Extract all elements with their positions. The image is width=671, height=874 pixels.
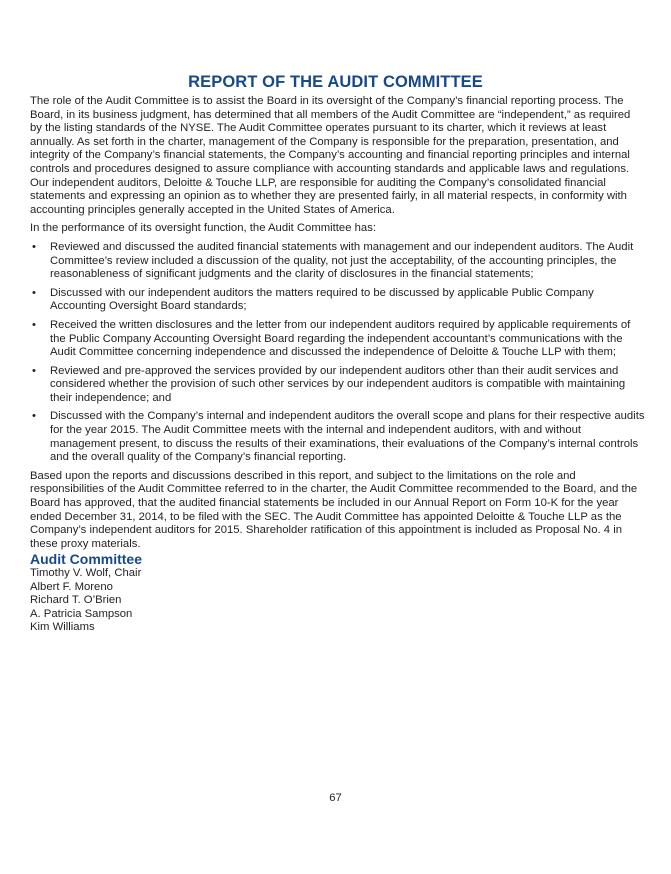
bullet-icon: • [32, 318, 36, 331]
committee-heading: Audit Committee [30, 551, 142, 567]
committee-member: A. Patricia Sampson [30, 607, 133, 620]
committee-member: Timothy V. Wolf, Chair [30, 567, 142, 579]
list-item-text: Received the written disclosures and the letter from our independent auditors required by applicable requirements of the Public Company Accounting Oversight Board regarding the independent accountant’s communications with the Audit Committee concerning independence and discussed the independence of Deloitte & Touche LLP with them; [50, 318, 631, 359]
list-item [30, 241, 645, 282]
list-item [30, 410, 645, 464]
committee-member: Richard T. O’Brien [30, 594, 122, 607]
committee-member: Kim Williams [30, 621, 95, 634]
committee-signature-block [30, 551, 142, 635]
intro-paragraph: The role of the Audit Committee is to assist the Board in its oversight of the Company’s financial reporting process. The Board, in its business judgment, has determined that all members of the Audit Committee are “independent,” as required by the listing standards of the NYSE. The Audit Committee operates pursuant to its charter, which it reviews at least annually. As set forth in the charter, management of the Company is responsible for the preparation, presentation, and integrity of the Company’s financial statements, the Company’s accounting and financial reporting principles and internal controls and procedures designed to assure compliance with accounting standards and applicable laws and regulations. Our independent auditors, Deloitte & Touche LLP, are responsible for auditing the Company’s consolidated financial statements and expressing an opinion as to whether they are presented fairly, in all material respects, in conformity with accounting principles generally accepted in the United States of America. [30, 95, 631, 216]
list-item-text: Reviewed and discussed the audited financial statements with management and our independent auditors. The Audit Committee’s review included a discussion of the quality, not just the acceptability, of the accounting principles, the reasonableness of significant judgments and the clarity of disclosures in the financial statements; [50, 240, 634, 281]
list-item-text: Discussed with the Company’s internal and independent auditors the overall scope and plans for their respective audits for the year 2015. The Audit Committee meets with the internal and independent auditors, with and without management present, to discuss the results of their examinations, their evaluations of the Company’s internal controls and the overall quality of the Company’s financial reporting. [50, 410, 645, 464]
report-body [30, 95, 645, 556]
list-item-text: Discussed with our independent auditors the matters required to be discussed by applicable Public Company Accounting Oversight Board standards; [50, 286, 594, 313]
bullet-icon: • [32, 240, 36, 253]
committee-member: Albert F. Moreno [30, 580, 113, 593]
oversight-lead: In the performance of its oversight function, the Audit Committee has: [30, 222, 376, 235]
bullet-icon: • [32, 286, 36, 299]
oversight-list [30, 241, 645, 465]
page-title: REPORT OF THE AUDIT COMMITTEE [188, 73, 483, 91]
bullet-icon: • [32, 410, 36, 423]
list-item-text: Reviewed and pre-approved the services provided by our independent auditors other than their audit services and considered whether the provision of such other services by our independent auditors is compatible with maintaining their independence; and [50, 364, 626, 404]
page-number: 67 [329, 792, 342, 804]
list-item [30, 319, 645, 360]
list-item [30, 365, 645, 406]
conclusion-paragraph: Based upon the reports and discussions described in this report, and subject to the limitations on the role and responsibilities of the Audit Committee referred to in the charter, the Audit Committee recommended to the Board, and the Board has approved, that the audited financial statements be included in our Annual Report on Form 10-K for the year ended December 31, 2014, to be filed with the SEC. The Audit Committee has appointed Deloitte & Touche LLP as the Company’s independent auditors for 2015. Shareholder ratification of this appointment is included as Proposal No. 4 in these proxy materials. [30, 469, 638, 550]
list-item [30, 287, 645, 314]
bullet-icon: • [32, 364, 36, 377]
